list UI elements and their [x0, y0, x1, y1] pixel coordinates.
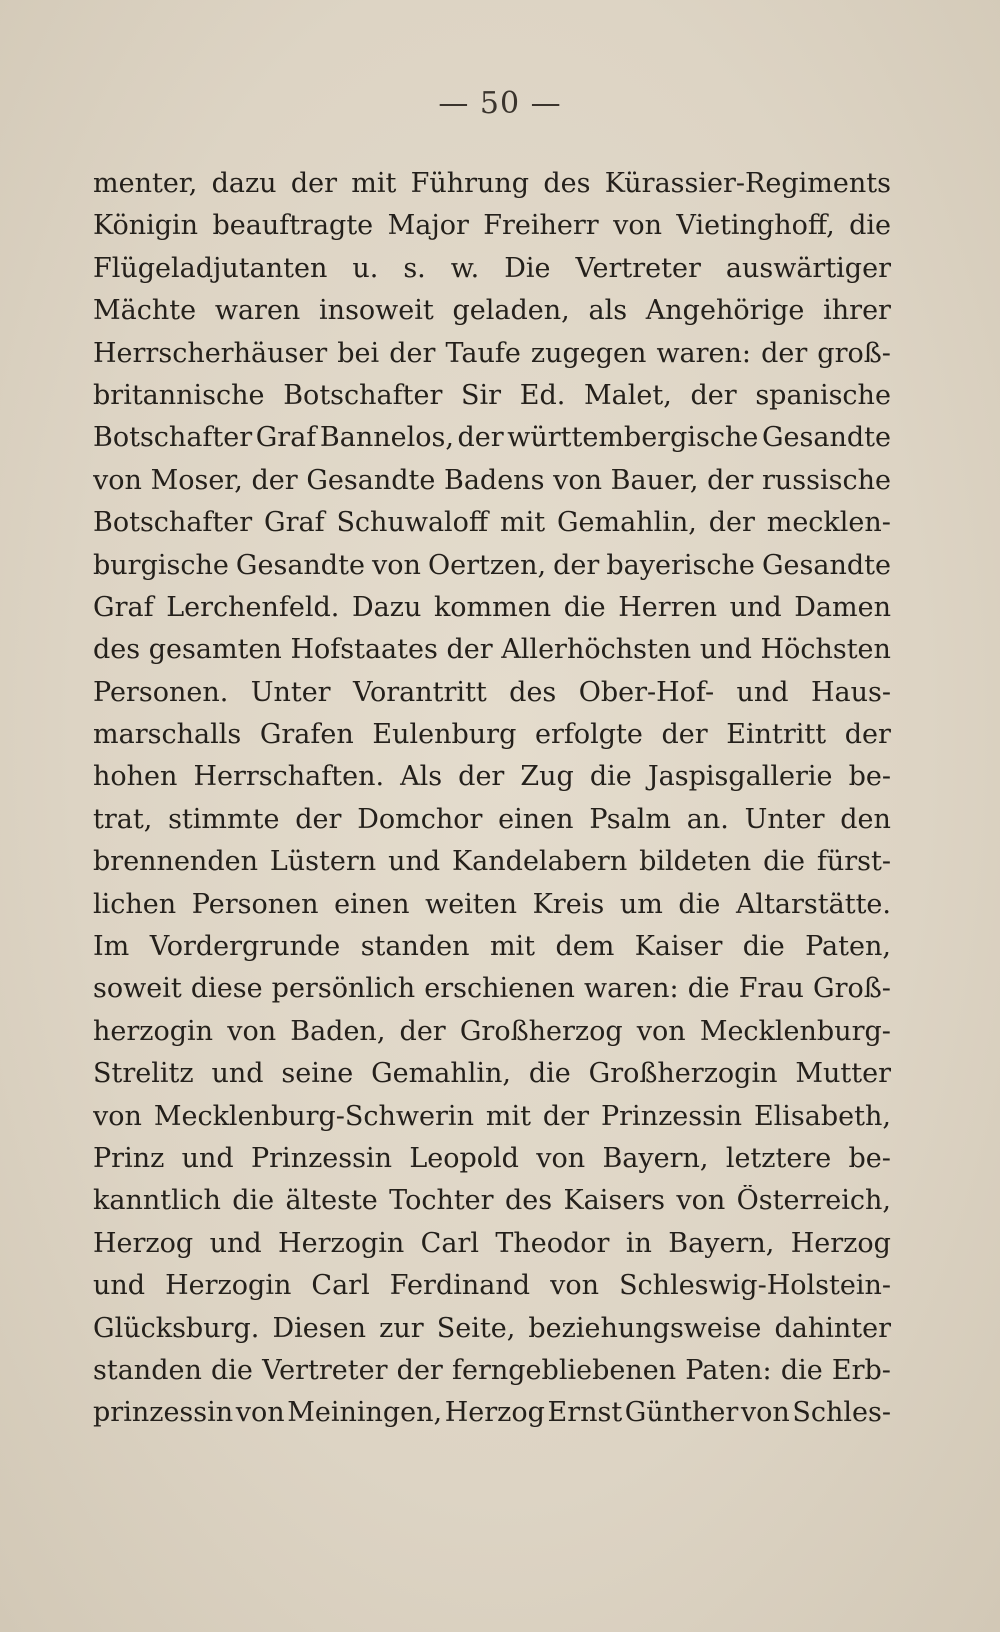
text-line: prinzessin von Meiningen, Herzog Ernst Günther von Schles-	[93, 1397, 891, 1429]
text-line: soweit diese persönlich erschienen waren: die Frau Groß-	[93, 973, 891, 1005]
text-line: brennenden Lüstern und Kandelabern bildeten die fürst-	[93, 846, 891, 878]
text-line: Graf Lerchenfeld. Dazu kommen die Herren und Damen	[93, 591, 891, 623]
text-line: trat, stimmte der Domchor einen Psalm an. Unter den	[93, 803, 891, 835]
text-line: Im Vordergrunde standen mit dem Kaiser die Paten,	[93, 931, 891, 963]
text-line: des gesamten Hofstaates der Allerhöchsten und Höchsten	[93, 634, 891, 666]
text-line: Flügeladjutanten u. s. w. Die Vertreter auswärtiger	[93, 252, 891, 284]
text-line: Strelitz und seine Gemahlin, die Großherzogin Mutter	[93, 1058, 891, 1090]
text-line: Königin beauftragte Major Freiherr von Vietinghoff, die	[93, 210, 891, 242]
text-line: Personen. Unter Vorantritt des Ober-Hof- und Haus-	[93, 676, 891, 708]
text-line: lichen Personen einen weiten Kreis um die Altarstätte.	[93, 888, 891, 920]
text-line: von Mecklenburg-Schwerin mit der Prinzessin Elisabeth,	[93, 1100, 891, 1132]
text-line: Herrscherhäuser bei der Taufe zugegen waren: der groß-	[93, 337, 891, 369]
text-line: Botschafter Graf Bannelos, der württembergische Gesandte	[93, 422, 891, 454]
text-line: von Moser, der Gesandte Badens von Bauer, der russische	[93, 464, 891, 496]
text-line: britannische Botschafter Sir Ed. Malet, der spanische	[93, 379, 891, 411]
text-line: Herzog und Herzogin Carl Theodor in Bayern, Herzog	[93, 1227, 891, 1259]
text-line: Botschafter Graf Schuwaloff mit Gemahlin, der mecklen-	[93, 507, 891, 539]
text-line: hohen Herrschaften. Als der Zug die Jaspisgallerie be-	[93, 761, 891, 793]
text-line: Glücksburg. Diesen zur Seite, beziehungsweise dahinter	[93, 1312, 891, 1344]
text-line: burgische Gesandte von Oertzen, der bayerische Gesandte	[93, 549, 891, 581]
text-line: standen die Vertreter der ferngebliebenen Paten: die Erb-	[93, 1354, 891, 1386]
text-line: herzogin von Baden, der Großherzog von Mecklenburg-	[93, 1015, 891, 1047]
page-number: — 50 —	[438, 86, 562, 121]
text-line: Mächte waren insoweit geladen, als Angehörige ihrer	[93, 295, 891, 327]
text-line: kanntlich die älteste Tochter des Kaisers von Österreich,	[93, 1185, 891, 1217]
body-text	[93, 168, 891, 1440]
text-line: Prinz und Prinzessin Leopold von Bayern, letztere be-	[93, 1142, 891, 1174]
text-line: und Herzogin Carl Ferdinand von Schleswig-Holstein-	[93, 1270, 891, 1302]
text-line: marschalls Grafen Eulenburg erfolgte der Eintritt der	[93, 719, 891, 751]
text-line: menter, dazu der mit Führung des Kürassier-Regiments	[93, 168, 891, 199]
